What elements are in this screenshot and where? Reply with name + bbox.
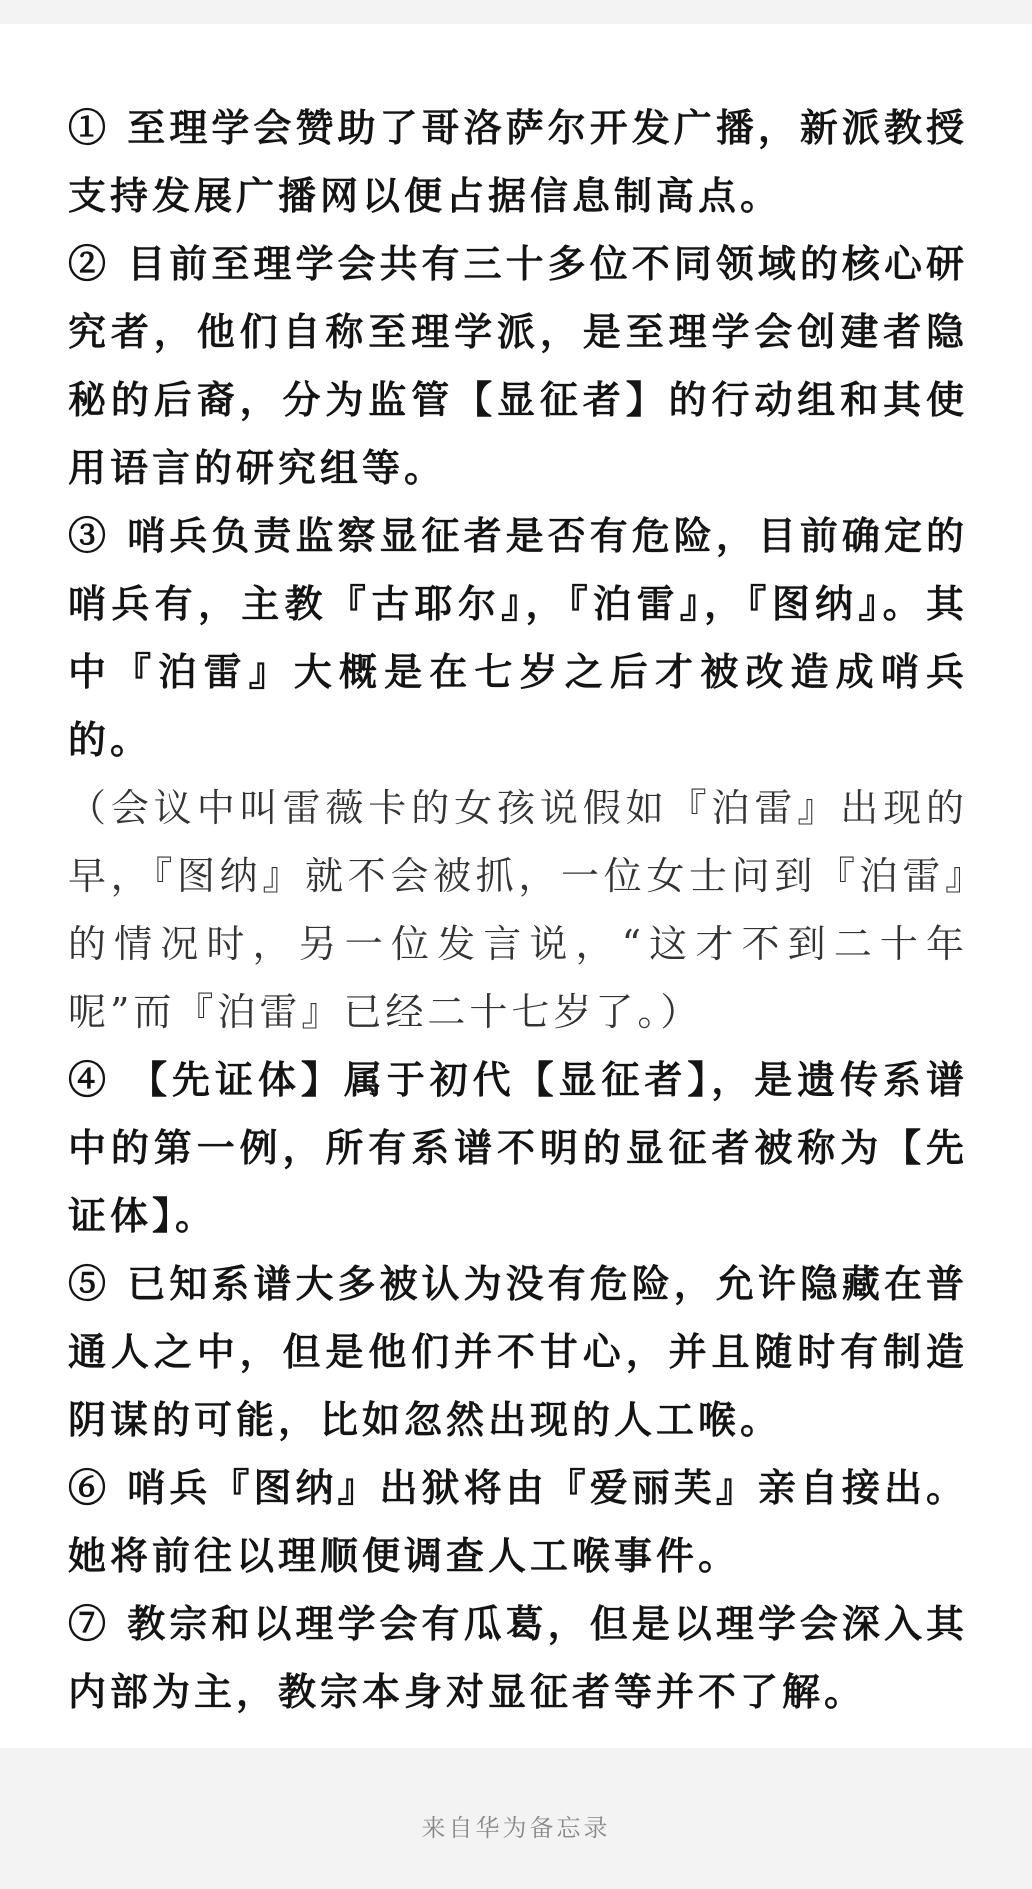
note-card bbox=[0, 24, 1032, 1748]
note-aside-paragraph: （会议中叫雷薇卡的女孩说假如『泊雷』出现的早，『图纳』就不会被抓，一位女士问到『泊雷』的情况时，另一位发言说，“这才不到二十年呢”而『泊雷』已经二十七岁了。） bbox=[68, 786, 968, 1034]
note-paragraph-2: ② 目前至理学会共有三十多位不同领域的核心研究者，他们自称至理学派，是至理学会创建者隐秘的后裔，分为监管【显征者】的行动组和其使用语言的研究组等。 bbox=[68, 241, 968, 490]
note-content bbox=[68, 94, 968, 1726]
note-paragraph-3: ③ 哨兵负责监察显征者是否有危险，目前确定的哨兵有，主教『古耶尔』，『泊雷』，『图纳』。其中『泊雷』大概是在七岁之后才被改造成哨兵的。 bbox=[68, 513, 968, 762]
note-paragraph-7: ⑦ 教宗和以理学会有瓜葛，但是以理学会深入其内部为主，教宗本身对显征者等并不了解。 bbox=[68, 1601, 968, 1714]
source-footer-text: 来自华为备忘录 bbox=[421, 1814, 611, 1842]
note-paragraph-5: ⑤ 已知系谱大多被认为没有危险，允许隐藏在普通人之中，但是他们并不甘心，并且随时有制造阴谋的可能，比如忽然出现的人工喉。 bbox=[68, 1261, 968, 1442]
top-strip bbox=[0, 0, 1032, 24]
note-paragraph-4: ④ 【先证体】属于初代【显征者】，是遗传系谱中的第一例，所有系谱不明的显征者被称为【先证体】。 bbox=[68, 1057, 968, 1238]
note-paragraph-1: ① 至理学会赞助了哥洛萨尔开发广播，新派教授支持发展广播网以便占据信息制高点。 bbox=[68, 105, 968, 218]
footer bbox=[0, 1748, 1032, 1889]
note-paragraph-6: ⑥ 哨兵『图纳』出狱将由『爱丽芙』亲自接出。她将前往以理顺便调查人工喉事件。 bbox=[68, 1465, 968, 1578]
